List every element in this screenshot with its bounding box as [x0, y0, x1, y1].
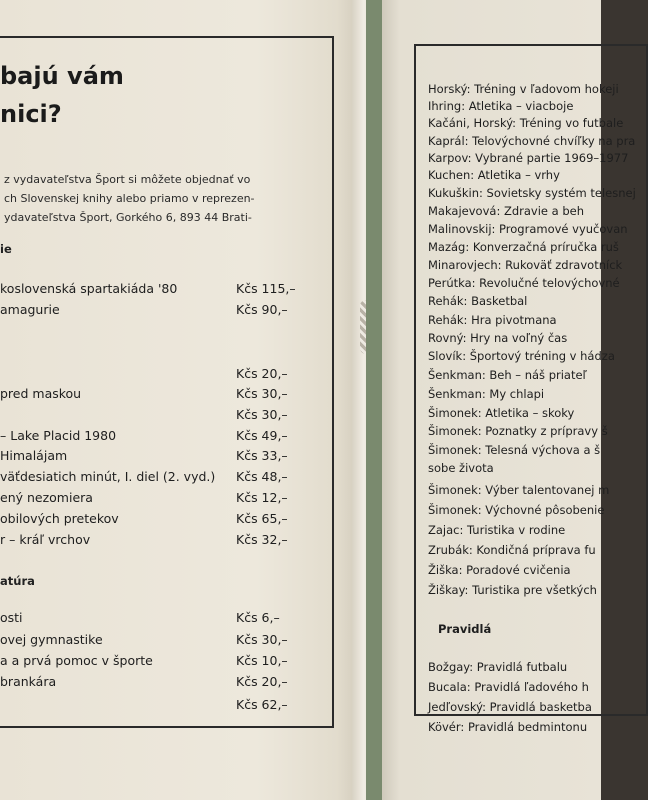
- book-price: Kčs 6,–: [236, 610, 280, 625]
- book-title: – Lake Placid 1980: [0, 428, 117, 443]
- book-title: obilových pretekov: [0, 511, 119, 526]
- book-list-item: Šimonek: Poznatky z prípravy š: [428, 424, 608, 438]
- book-list-item: Makajevová: Zdravie a beh: [428, 204, 585, 218]
- book-title: amagurie: [0, 302, 60, 317]
- section-heading: ie: [0, 242, 12, 256]
- book-list-item: Žiška: Poradové cvičenia: [428, 563, 571, 577]
- book-list-item: Žiškay: Turistika pre všetkých: [428, 583, 597, 597]
- section-heading: atúra: [0, 574, 35, 588]
- book-item: [0, 386, 310, 406]
- book-price: Kčs 20,–: [236, 674, 288, 689]
- intro-line: z vydavateľstva Šport si môžete objednať vo: [4, 173, 251, 186]
- book-item: [0, 674, 310, 694]
- intro-paragraph: [4, 170, 300, 227]
- book-list-item: Karpov: Vybrané partie 1969–1977: [428, 151, 629, 165]
- book-item: [0, 511, 310, 531]
- book-price: Kčs 32,–: [236, 532, 288, 547]
- book-list-item: Šenkman: Beh – náš priateľ: [428, 368, 587, 382]
- book-price: Kčs 30,–: [236, 407, 288, 422]
- book-price: Kčs 48,–: [236, 469, 288, 484]
- book-list-item: Šimonek: Telesná výchova a š: [428, 443, 601, 457]
- book-item: [0, 469, 310, 489]
- book-list-item: Kuchen: Atletika – vrhy: [428, 168, 560, 182]
- rules-item: Jedľovský: Pravidlá basketba: [428, 700, 592, 714]
- heading-line-2: nici?: [0, 100, 62, 128]
- book-price: Kčs 65,–: [236, 511, 288, 526]
- rules-item: Bucala: Pravidlá ľadového h: [428, 680, 589, 694]
- book-item: [0, 407, 310, 427]
- book-price: Kčs 30,–: [236, 632, 288, 647]
- section-heading-pravidla: Pravidlá: [438, 622, 492, 636]
- book-price: Kčs 49,–: [236, 428, 288, 443]
- book-title: r – kráľ vrchov: [0, 532, 91, 547]
- book-list-item: Šenkman: My chlapi: [428, 387, 545, 401]
- book-title: a a prvá pomoc v športe: [0, 653, 153, 668]
- book-item: [0, 366, 310, 386]
- book-list-item: sobe života: [428, 461, 494, 475]
- book-item: [0, 632, 310, 652]
- book-list-item: Šimonek: Atletika – skoky: [428, 406, 575, 420]
- book-list-item: Slovík: Športový tréning v hádza: [428, 349, 615, 363]
- book-list-item: Rehák: Basketbal: [428, 294, 528, 308]
- book-title: Himalájam: [0, 448, 68, 463]
- book-title: koslovenská spartakiáda '80: [0, 281, 178, 296]
- book-item: [0, 532, 310, 552]
- book-price: Kčs 30,–: [236, 386, 288, 401]
- book-list-item: Rovný: Hry na voľný čas: [428, 331, 568, 345]
- book-list-item: Rehák: Hra pivotmana: [428, 313, 557, 327]
- book-price: Kčs 10,–: [236, 653, 288, 668]
- book-price: Kčs 115,–: [236, 281, 296, 296]
- book-price: Kčs 62,–: [236, 697, 288, 712]
- book-price: Kčs 33,–: [236, 448, 288, 463]
- book-item: [0, 281, 310, 301]
- book-item: [0, 490, 310, 510]
- heading-line-1: bajú vám: [0, 62, 124, 90]
- book-list-item: Perútka: Revolučné telovýchovné: [428, 276, 620, 290]
- book-list-item: Zajac: Turistika v rodine: [428, 523, 566, 537]
- book-list-item: Minarovjech: Rukoväť zdravotníck: [428, 258, 623, 272]
- book-item: [0, 428, 310, 448]
- book-title: ovej gymnastike: [0, 632, 103, 647]
- book-list-item: Kaprál: Telovýchovné chvíľky na pra: [428, 134, 636, 148]
- book-list-item: Horský: Tréning v ľadovom hokeji: [428, 82, 619, 96]
- book-list-item: Šimonek: Výchovné pôsobenie: [428, 503, 605, 517]
- book-price: Kčs 12,–: [236, 490, 288, 505]
- book-list-item: Zrubák: Kondičná príprava fu: [428, 543, 596, 557]
- book-list-item: Kačáni, Horský: Tréning vo futbale: [428, 116, 624, 130]
- book-list-item: Šimonek: Výber talentovanej m: [428, 483, 610, 497]
- book-list-item: Kukuškin: Sovietsky systém telesnej: [428, 186, 636, 200]
- book-title: brankára: [0, 674, 57, 689]
- cover-board-edge: [366, 0, 382, 800]
- book-title: väťdesiatich minút, I. diel (2. vyd.): [0, 469, 216, 484]
- rules-item: Kövér: Pravidlá bedmintonu: [428, 720, 588, 734]
- book-item: [0, 610, 310, 630]
- book-list-item: Ihring: Atletika – viacboje: [428, 99, 574, 113]
- right-page: [382, 0, 636, 800]
- intro-line: ydavateľstva Šport, Gorkého 6, 893 44 Brati-: [4, 211, 252, 224]
- book-price: Kčs 90,–: [236, 302, 288, 317]
- book-list-item: Mazág: Konverzačná príručka ruš: [428, 240, 619, 254]
- book-title: osti: [0, 610, 23, 625]
- book-item: [0, 302, 310, 322]
- book-price: Kčs 20,–: [236, 366, 288, 381]
- book-item: [0, 653, 310, 673]
- intro-line: ch Slovenskej knihy alebo priamo v reprezen-: [4, 192, 255, 205]
- book-item: [0, 448, 310, 468]
- book-item: [0, 697, 310, 717]
- book-list-item: Malinovskij: Programové vyučovan: [428, 222, 628, 236]
- book-title: ený nezomiera: [0, 490, 93, 505]
- rules-item: Božgay: Pravidlá futbalu: [428, 660, 568, 674]
- book-title: pred maskou: [0, 386, 82, 401]
